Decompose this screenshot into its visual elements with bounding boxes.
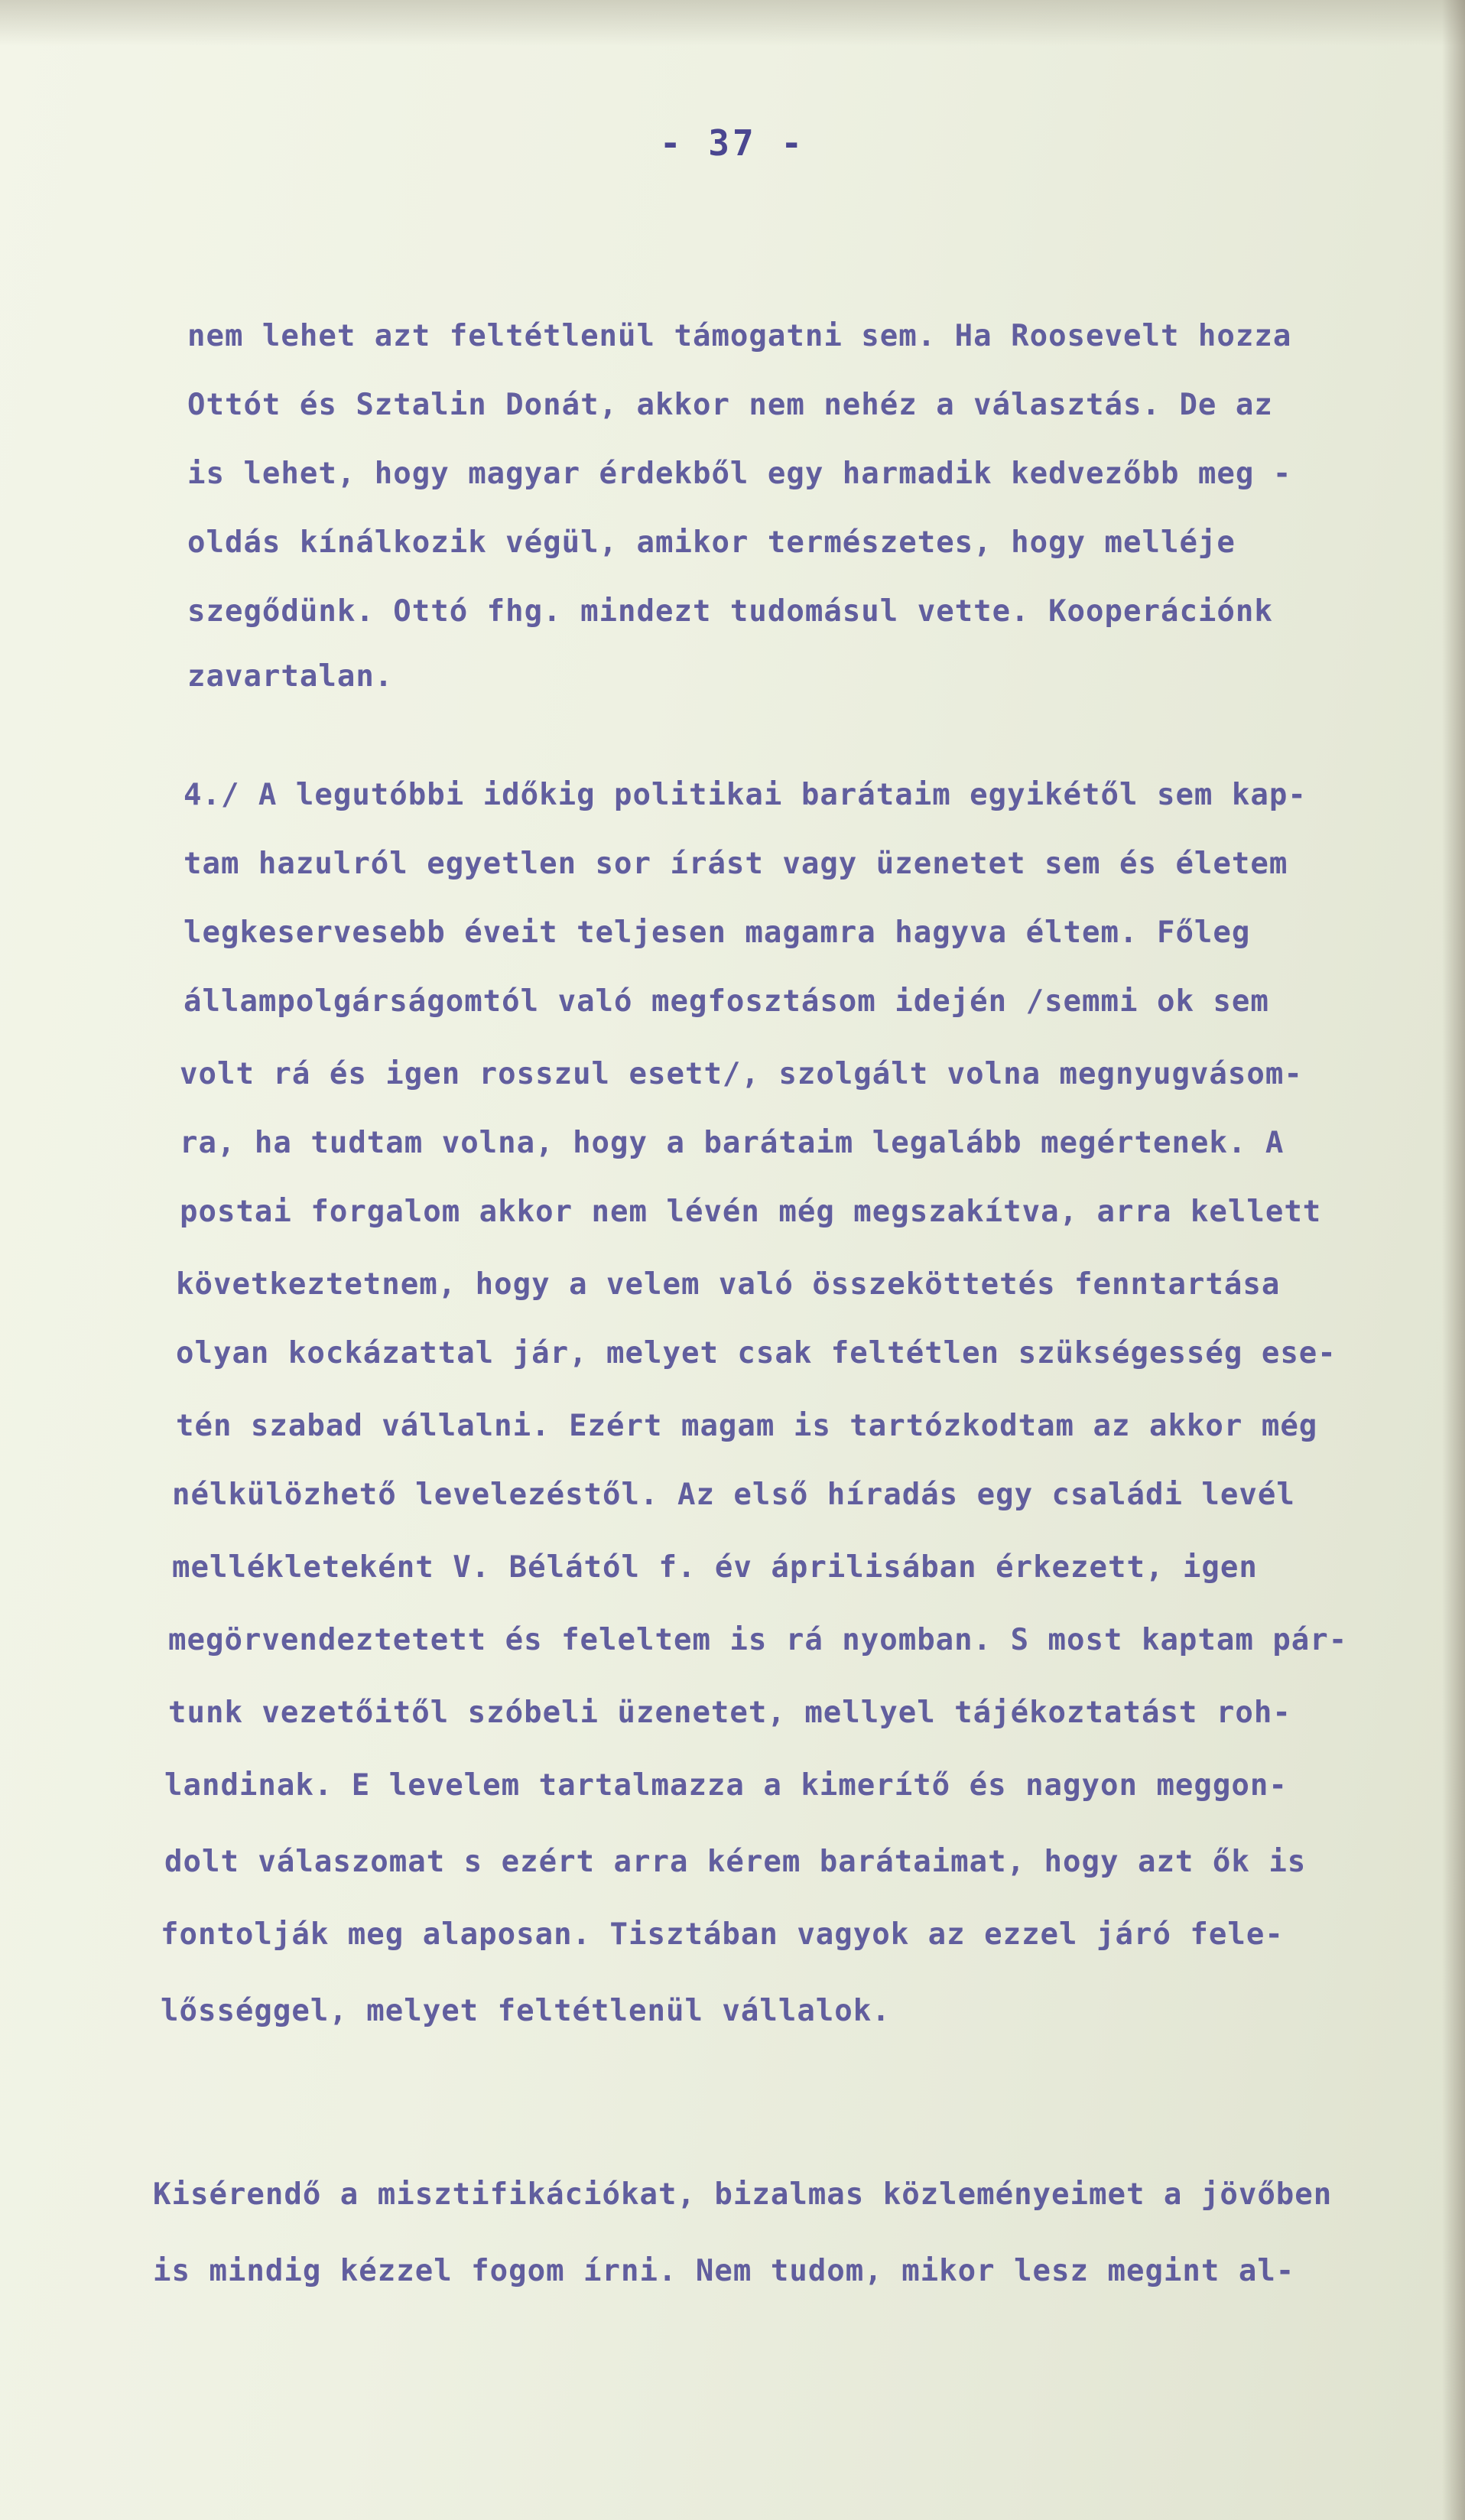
paragraph-2-line: mellékleteként V. Bélától f. év áprilisában érkezett, igen — [172, 1550, 1258, 1585]
paragraph-1-line: nem lehet azt feltétlenül támogatni sem. Ha Roosevelt hozza — [187, 319, 1292, 353]
paragraph-2-line: lősséggel, melyet feltétlenül vállalok. — [161, 1994, 891, 2028]
paragraph-2-line: állampolgárságomtól való megfosztásom idején /semmi ok sem — [184, 984, 1269, 1019]
paragraph-2-line: tén szabad vállalni. Ezért magam is tartózkodtam az akkor még — [176, 1409, 1318, 1443]
paragraph-2-line: fontolják meg alaposan. Tisztában vagyok az ezzel járó fele- — [161, 1917, 1284, 1952]
paragraph-3-line: Kisérendő a misztifikációkat, bizalmas közleményeimet a jövőben — [153, 2177, 1333, 2212]
paragraph-2-line: landinak. E levelem tartalmazza a kimerítő és nagyon meggon- — [164, 1768, 1288, 1803]
paragraph-2-line: postai forgalom akkor nem lévén még megszakítva, arra kellett — [180, 1195, 1322, 1229]
paragraph-2-line: volt rá és igen rosszul esett/, szolgált volna megnyugvásom- — [180, 1057, 1303, 1091]
paragraph-2-line: következtetnem, hogy a velem való összeköttetés fenntartása — [176, 1267, 1281, 1302]
paragraph-1-line: is lehet, hogy magyar érdekből egy harmadik kedvezőbb meg - — [187, 457, 1292, 491]
page-number: - 37 - — [659, 122, 806, 164]
paragraph-2-line: tam hazulról egyetlen sor írást vagy üzenetet sem és életem — [184, 847, 1288, 881]
paragraph-2-line: ra, ha tudtam volna, hogy a barátaim legalább megértenek. A — [180, 1126, 1285, 1160]
paragraph-2-line: olyan kockázattal jár, melyet csak feltétlen szükségesség ese- — [176, 1336, 1337, 1371]
paragraph-1-line: oldás kínálkozik végül, amikor természetes, hogy melléje — [187, 525, 1236, 560]
paragraph-2-line: megörvendeztetett és feleltem is rá nyomban. S most kaptam pár- — [168, 1623, 1348, 1657]
paragraph-2-line: tunk vezetőitől szóbeli üzenetet, mellyel tájékoztatást roh- — [168, 1696, 1291, 1730]
page-edge-shadow — [1442, 0, 1465, 2520]
paragraph-3-line: is mindig kézzel fogom írni. Nem tudom, mikor lesz megint al- — [153, 2254, 1295, 2288]
top-shadow — [0, 0, 1465, 46]
paragraph-2-line: nélkülözhető levelezéstől. Az első híradás egy családi levél — [172, 1478, 1295, 1512]
paragraph-2-line: legkeservesebb éveit teljesen magamra hagyva éltem. Főleg — [184, 915, 1251, 950]
paragraph-1-line: szegődünk. Ottó fhg. mindezt tudomásul vette. Kooperációnk — [187, 594, 1273, 629]
paragraph-1-line: zavartalan. — [187, 659, 394, 694]
paragraph-1-line: Ottót és Sztalin Donát, akkor nem nehéz a választás. De az — [187, 388, 1273, 422]
paragraph-2-line: dolt válaszomat s ezért arra kérem barátaimat, hogy azt ők is — [164, 1845, 1307, 1879]
paragraph-2-line: 4./ A legutóbbi időkig politikai barátaim egyikétől sem kap- — [184, 778, 1307, 812]
